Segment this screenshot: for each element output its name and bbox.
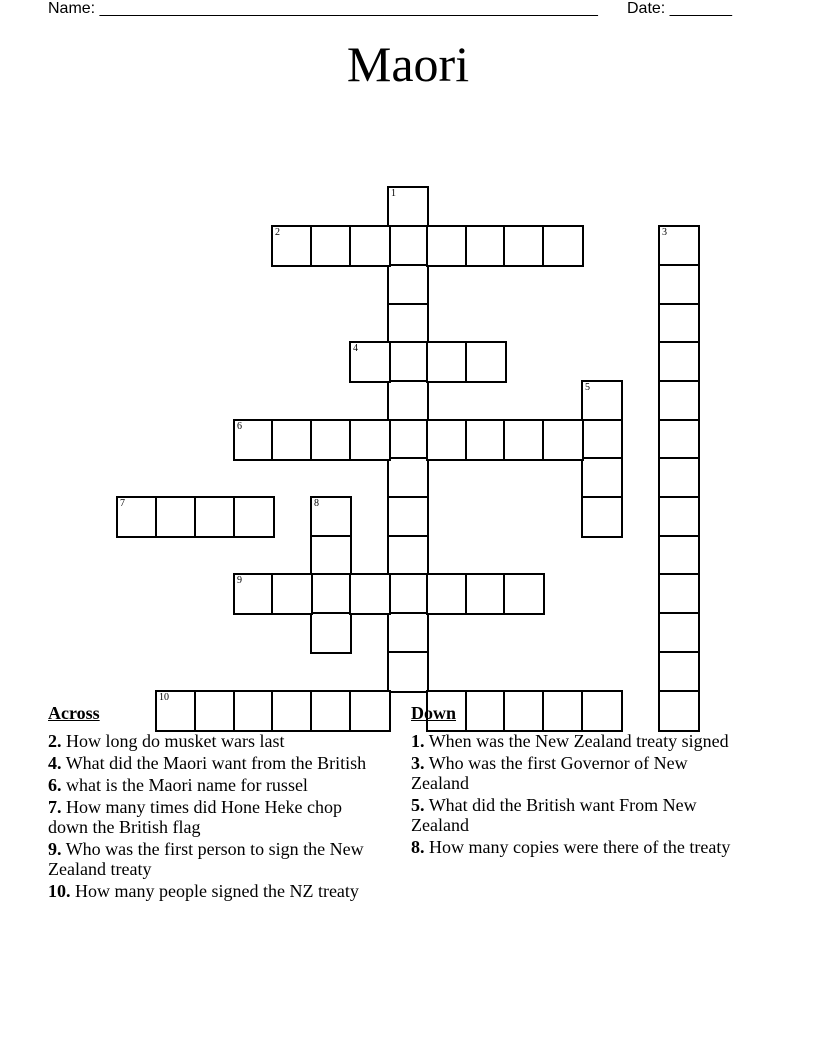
grid-cell[interactable] [465,225,507,267]
grid-cell[interactable] [349,225,391,267]
clue-number-label: 3 [662,227,667,238]
clue-across-10 [48,881,383,901]
grid-cell[interactable] [310,496,352,538]
grid-cell[interactable] [387,380,429,422]
page-title: Maori [346,36,470,92]
grid-cell[interactable] [658,264,700,306]
clue-text: What did the British want From New Zealand [411,795,697,835]
clue-number-label: 4 [353,343,358,354]
clue-number-label: 10 [159,692,169,703]
grid-cell[interactable] [542,225,584,267]
grid-cell[interactable] [658,612,700,654]
grid-cell[interactable] [387,303,429,345]
clue-text: what is the Maori name for russel [66,775,308,795]
grid-cell[interactable] [658,225,700,267]
name-field-label: Name: ________________________________________________________ [48,0,598,17]
grid-cell[interactable] [658,341,700,383]
clue-text: When was the New Zealand treaty signed [428,731,729,751]
clue-number-label: 9 [237,575,242,586]
clue-number: 3. [411,753,425,773]
grid-cell[interactable] [233,573,275,615]
clue-text: What did the Maori want from the British [65,753,367,773]
grid-cell[interactable] [310,535,352,577]
grid-cell[interactable] [387,264,429,306]
clue-number: 8. [411,837,425,857]
grid-cell[interactable] [542,419,584,461]
grid-cell[interactable] [387,535,429,577]
grid-cell[interactable] [194,496,236,538]
clue-text: How many times did Hone Heke chop down the British flag [48,797,342,837]
grid-cell[interactable] [349,341,391,383]
grid-cell[interactable] [387,651,429,693]
grid-cell[interactable] [349,419,391,461]
clue-number: 7. [48,797,62,817]
down-heading: Down [411,703,457,723]
clue-text: Who was the first person to sign the New Zealand treaty [48,839,364,879]
grid-cell[interactable] [658,303,700,345]
grid-cell[interactable] [271,225,313,267]
clue-across-2 [48,731,383,751]
grid-cell[interactable] [426,419,468,461]
clue-across-6 [48,775,383,795]
clue-number: 10. [48,881,71,901]
grid-cell[interactable] [387,573,429,615]
clue-down-5 [411,795,746,835]
grid-cell[interactable] [658,651,700,693]
clue-number-label: 8 [314,498,319,509]
grid-cell[interactable] [116,496,158,538]
clue-number: 6. [48,775,62,795]
grid-cell[interactable] [271,573,313,615]
grid-cell[interactable] [426,573,468,615]
grid-cell[interactable] [503,573,545,615]
clue-across-4 [48,753,383,773]
across-clues [48,702,383,903]
grid-cell[interactable] [426,341,468,383]
grid-cell[interactable] [387,496,429,538]
clue-across-7 [48,797,383,837]
grid-cell[interactable] [310,612,352,654]
grid-cell[interactable] [658,573,700,615]
grid-cell[interactable] [349,573,391,615]
date-field-label: Date: _______ [627,0,732,17]
grid-cell[interactable] [658,419,700,461]
clue-down-3 [411,753,746,793]
clue-number: 9. [48,839,62,859]
clue-number: 2. [48,731,62,751]
grid-cell[interactable] [271,419,313,461]
grid-cell[interactable] [465,573,507,615]
clue-number: 4. [48,753,62,773]
grid-cell[interactable] [658,457,700,499]
grid-cell[interactable] [581,496,623,538]
clue-number-label: 2 [275,227,280,238]
grid-cell[interactable] [465,419,507,461]
clue-text: How many people signed the NZ treaty [75,881,359,901]
clue-text: Who was the first Governor of New Zealand [411,753,688,793]
clue-number: 1. [411,731,425,751]
clue-down-1 [411,731,746,751]
grid-cell[interactable] [155,496,197,538]
grid-cell[interactable] [387,419,429,461]
grid-cell[interactable] [426,225,468,267]
clue-number-label: 5 [585,382,590,393]
grid-cell[interactable] [581,457,623,499]
grid-cell[interactable] [581,380,623,422]
grid-cell[interactable] [310,573,352,615]
clue-number-label: 7 [120,498,125,509]
grid-cell[interactable] [233,419,275,461]
grid-cell[interactable] [503,419,545,461]
grid-cell[interactable] [503,225,545,267]
across-heading: Across [48,703,100,723]
down-clues [411,702,746,859]
grid-cell[interactable] [387,225,429,267]
grid-cell[interactable] [387,612,429,654]
clue-number-label: 1 [391,188,396,199]
grid-cell[interactable] [658,535,700,577]
grid-cell[interactable] [387,186,429,228]
grid-cell[interactable] [465,341,507,383]
grid-cell[interactable] [233,496,275,538]
clue-number-label: 6 [237,421,242,432]
clue-across-9 [48,839,383,879]
grid-cell[interactable] [387,457,429,499]
grid-cell[interactable] [387,341,429,383]
clue-number: 5. [411,795,425,815]
clue-text: How long do musket wars last [66,731,285,751]
grid-cell[interactable] [581,419,623,461]
clue-down-8 [411,837,746,857]
grid-cell[interactable] [658,496,700,538]
clue-text: How many copies were there of the treaty [429,837,731,857]
grid-cell[interactable] [658,380,700,422]
grid-cell[interactable] [310,419,352,461]
grid-cell[interactable] [310,225,352,267]
